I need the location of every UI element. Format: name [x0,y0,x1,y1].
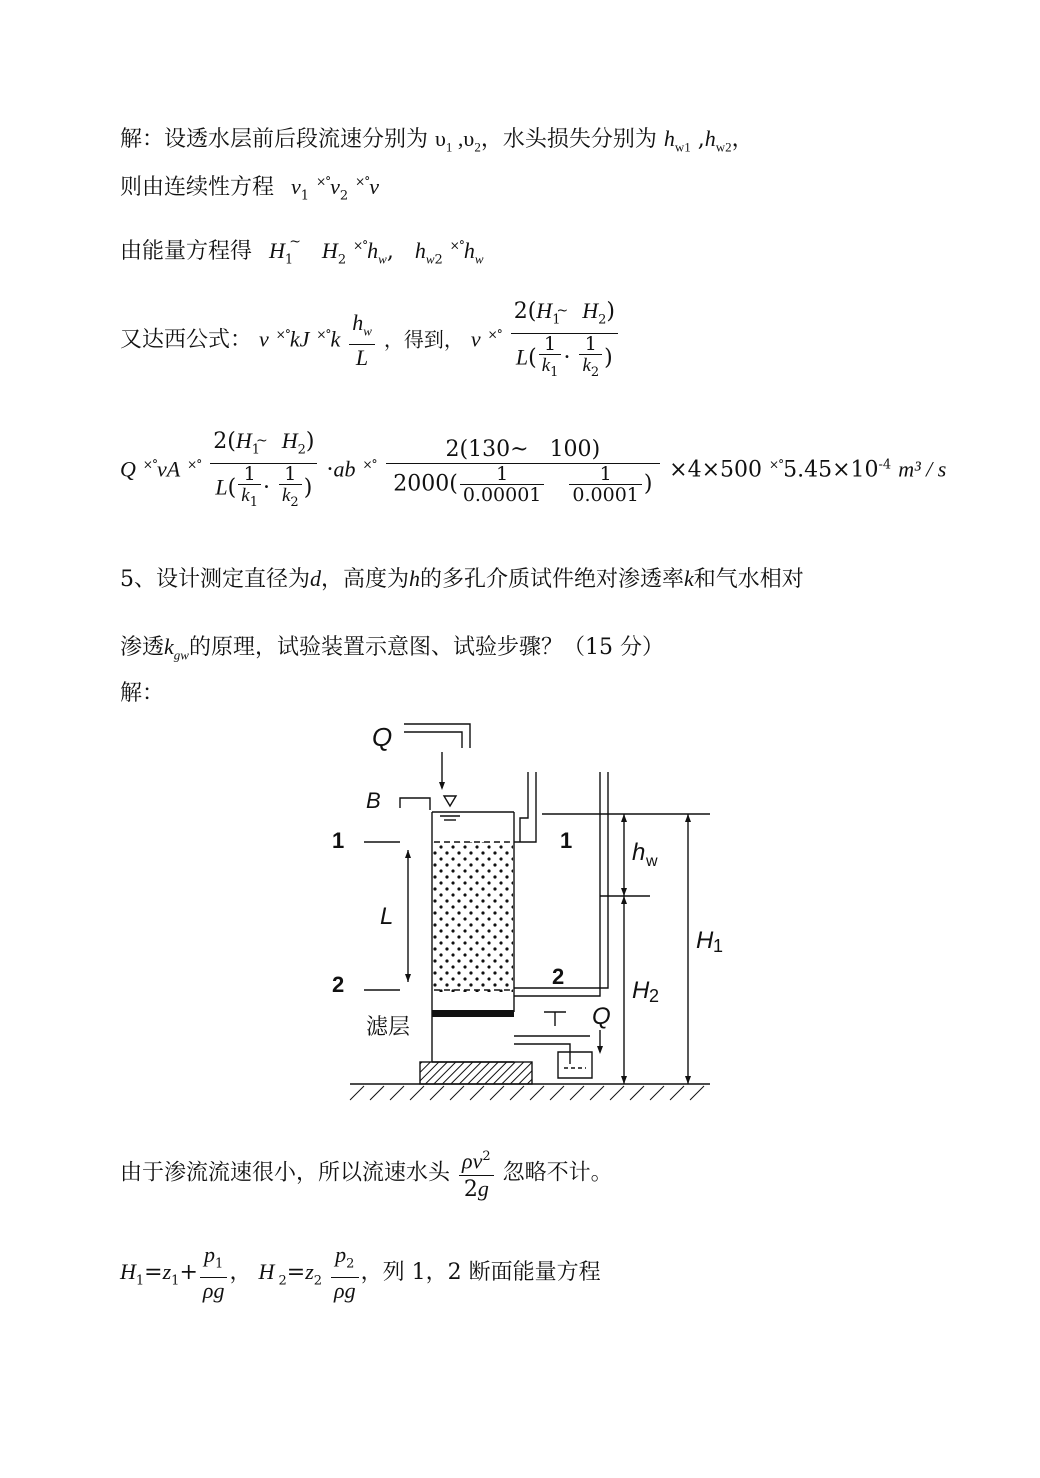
label-q-top: Q [372,722,393,752]
q-unit: m³ / s [898,456,947,482]
answer-label [120,676,164,707]
text-run: 渗透 [120,635,165,660]
label-h2-sub: 2 [649,986,660,1006]
base-block [420,1062,532,1084]
soil-sample [433,842,513,992]
var-hw1: h [663,126,675,151]
label-l: L [380,903,394,930]
permeameter-diagram [330,712,730,1112]
text-run: 和气水相对 [693,567,804,592]
text-run: 的原理，试验装置示意图、试验步骤？（15 分） [188,635,664,660]
fraction-q-numeric: 2(130~ 100) 2000( $\frac{1}{0.00001}$ $\frac{1}{0.0001}$ ) [386,437,661,505]
fraction-p2: $\frac{p_2}{\rho g}$ [331,1242,359,1304]
label-hw: h [632,839,646,866]
text-run: ，得到， [383,327,464,352]
question-5-line-1: 5、设计测定直径为d，高度为h的多孔介质试件绝对渗透率k和气水相对 [120,566,804,592]
num-k2: 0.0001 [572,483,639,506]
filter-layer [432,1010,514,1017]
num-k1: 0.00001 [462,483,542,506]
ground-hatching [350,1086,704,1100]
fraction-velocity: $2(H_1^\sim$ $H_2$) L( $\frac{1}{k_1}$ · $\frac{1}{k_2}$ ) [511,298,618,383]
head-definitions-line: $H_1=z_1+$ $\frac{p_1}{\rho g}$ ， H $_2=z_2$ $\frac{p_2}{\rho g}$ ，列 1，2 断面能量方程 [120,1242,601,1304]
label-h1-sub: 1 [713,936,724,956]
fraction-p1: $\frac{p_1}{\rho g}$ [200,1242,228,1304]
label-filter: 滤层 [366,1014,411,1039]
q-result: 5.45×10 [783,457,879,483]
text-run: 5、设计测定直径为 [120,567,310,592]
text-run: ，水头损失分别为 [480,127,657,152]
label-q-bottom: Q [592,1003,611,1030]
label-h2: H [632,977,650,1004]
arrow-icon [685,1076,691,1084]
label-h1: H [696,927,714,954]
arrow-icon [621,814,627,822]
label-1-left: 1 [332,828,345,853]
water-surface-icon [444,796,456,806]
num-h2: 100 [549,436,592,462]
text-run: 由能量方程得 [120,239,253,264]
var-v1: $\upsilon_1$ $,\upsilon_2$ [435,126,481,155]
arrow-icon [685,814,691,822]
arrow-icon [621,1076,627,1084]
label-hw-sub: w [646,853,658,870]
arrow-icon [405,974,411,982]
fraction-q-symbolic: $2(H_1^\sim$ $H_2$) L( $\frac{1}{k_1}$ · $\frac{1}{k_2}$ ) [210,428,317,513]
energy-line: 由能量方程得 $H_1^\sim$ $H_2$ $^{\times^\circ}h_w$, $h_{w2}$ $^{\times^\circ}h_w$ [120,234,484,268]
arrow-icon [621,888,627,896]
text-run: ，列 1，2 断面能量方程 [360,1260,601,1286]
num-b: 500 [720,457,763,483]
text-run: 解：设透水层前后段流速分别为 [120,127,429,152]
text-run: 则由连续性方程 [120,175,275,200]
num-a: 4 [687,457,702,483]
text-run: ，高度为 [321,567,410,592]
continuity-line: 则由连续性方程 $v_1$ $^{\times^\circ}v_2$ ×°v [120,174,379,204]
solution-line-1: 解：设透水层前后段流速分别为 $\upsilon_1$ $,\upsilon_2$，水头损失分别为 $h_{w1}$ $,h_{w2}$， [120,126,754,155]
text-run: 忽略不计。 [502,1160,613,1186]
label-2-left: 2 [332,972,345,997]
text-run: ， [731,127,754,152]
fraction-velocity-head: $\frac{\rho v^2}{2g}$ [459,1144,494,1203]
darcy-line: 又达西公式： v ×°kJ ×°k $\frac{h_w}{L}$ ，得到， v ×° $2(H_1^\sim$ $H_2$) L( $\frac{1}{k_1}$ · $\frac{1}{k_2}$ ) [120,298,620,383]
outflow-arrow-icon [597,1046,603,1054]
text-run: 又达西公式： [120,327,253,353]
arrow-icon [621,896,627,904]
fraction-hw-over-L: $\frac{h_w}{L}$ [349,310,375,371]
num-L: 2000 [393,471,450,497]
text-run: 解： [120,681,165,706]
label-2-right: 2 [552,964,565,989]
label-1-right: 1 [560,828,573,853]
question-5-line-2: 渗透$k_{gw}$的原理，试验装置示意图、试验步骤？（15 分） [120,634,664,663]
text-run: 的多孔介质试件绝对渗透率 [420,567,685,592]
flow-rate-equation: Q ×°vA ×° $2(H_1^\sim$ $H_2$) L( $\frac{1}{k_1}$ · $\frac{1}{k_2}$ ) ·ab ×° 2(130~ 100) 2000( $\frac{1}{0.00001}$ $\frac{1}{0.0001}$ ) ×4×500 $^{\times^\circ}5.45\times 10^{-4}$ m³ / s [120,428,946,513]
arrow-icon [405,850,411,858]
text-run: 由于渗流流速很小，所以流速水头 [120,1160,451,1186]
velocity-head-line [120,1144,613,1203]
num-h1: 130 [468,436,511,462]
inflow-arrow-icon [439,782,445,790]
label-b: B [366,788,381,813]
q-exponent: -4 [878,457,892,473]
